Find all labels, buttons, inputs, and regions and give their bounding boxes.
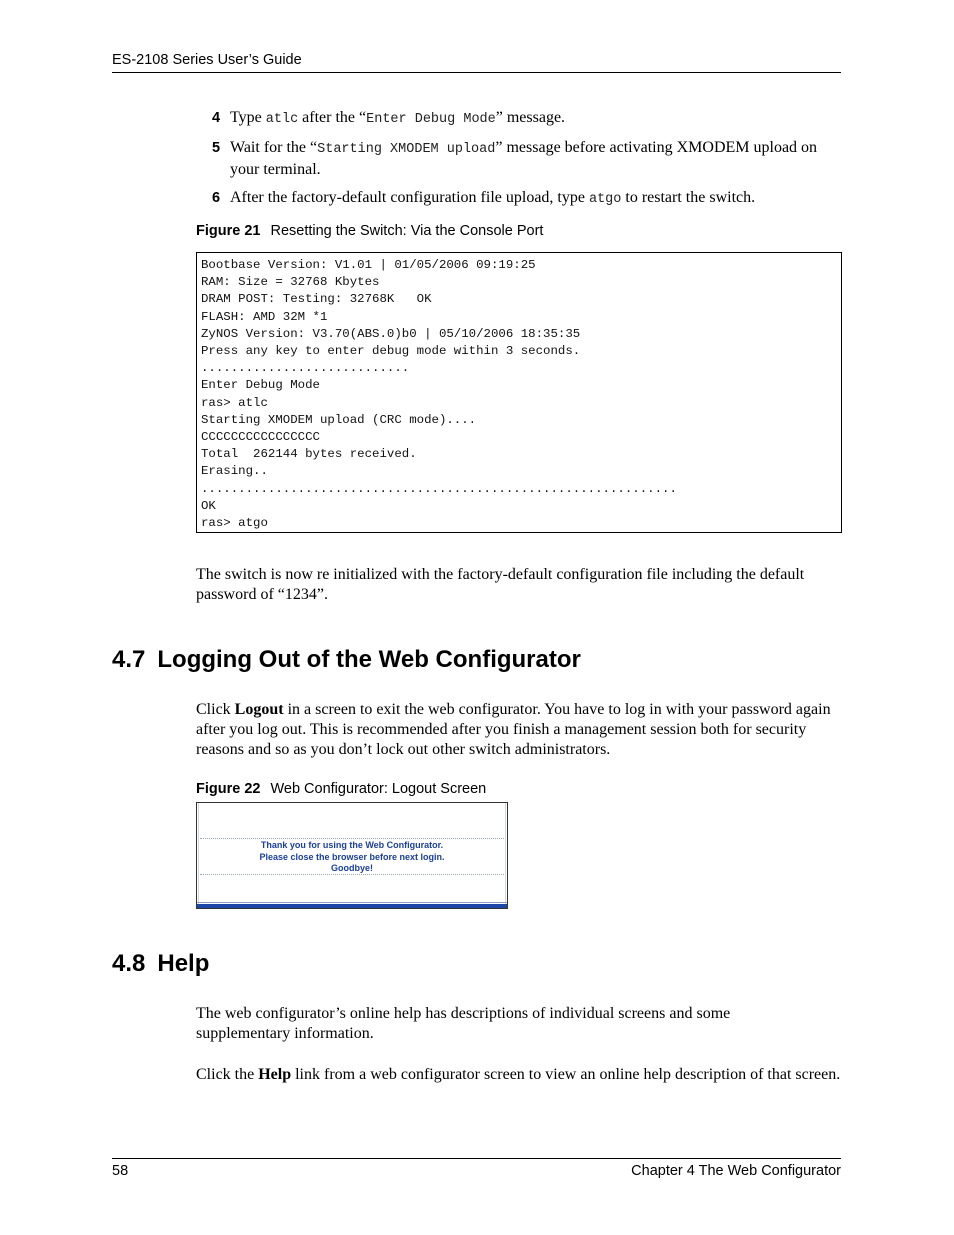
figure-title: Resetting the Switch: Via the Console Port: [270, 223, 544, 239]
step-number: 6: [212, 190, 221, 206]
console-line: CCCCCCCCCCCCCCCC: [201, 430, 320, 445]
step-4: [212, 108, 566, 128]
console-line: ZyNOS Version: V3.70(ABS.0)b0 | 05/10/2006 18:35:35: [201, 326, 581, 341]
section-heading-4-7: [112, 646, 581, 674]
ui-term-help: Help: [258, 1066, 292, 1083]
ui-term-logout: Logout: [234, 701, 284, 718]
page-footer: [112, 1158, 841, 1179]
figure-title: Web Configurator: Logout Screen: [270, 781, 487, 797]
console-line: ................................................................: [201, 481, 677, 496]
console-line: RAM: Size = 32768 Kbytes: [201, 275, 380, 290]
console-line: Enter Debug Mode: [201, 378, 320, 393]
chapter-title: Chapter 4 The Web Configurator: [631, 1163, 841, 1179]
figure-label: Figure 21: [196, 223, 261, 239]
message-text: Enter Debug Mode: [366, 112, 496, 127]
page-number: 58: [112, 1163, 129, 1179]
console-line: DRAM POST: Testing: 32768K OK: [201, 292, 432, 307]
step-number: 5: [212, 140, 221, 156]
command-text: atgo: [588, 192, 622, 207]
console-line: Press any key to enter debug mode within 3 seconds.: [201, 344, 581, 359]
logout-message-line: Please close the browser before next login.: [259, 851, 445, 862]
paragraph-text: in a screen to exit the web configurator. You have to log in with your password again after you log out. This is recommended after you finish a management session both for security reasons and so as you don’t lock out other switch administrators.: [196, 701, 831, 758]
bottom-bar: [197, 904, 507, 908]
step-text: after the “: [298, 109, 367, 126]
section-heading-4-8: [112, 950, 209, 978]
paragraph-help-2: [196, 1065, 842, 1085]
step-6: [212, 188, 756, 208]
logout-message: [197, 840, 507, 875]
logout-message-line: Thank you for using the Web Configurator.: [260, 840, 444, 850]
step-text: After the factory-default configuration file upload, type: [230, 189, 589, 206]
console-line: Erasing..: [201, 464, 268, 479]
console-output-box: [196, 252, 842, 533]
paragraph-text: link from a web configurator screen to view an online help description of that screen.: [291, 1066, 841, 1083]
figure-label: Figure 22: [196, 781, 261, 797]
step-text: Type: [230, 109, 266, 126]
console-line: ............................: [201, 361, 410, 376]
step-5: [212, 138, 818, 178]
section-number: 4.8: [112, 950, 146, 977]
step-text: to restart the switch.: [621, 189, 756, 206]
paragraph-logout: [196, 700, 842, 760]
logout-message-line: Goodbye!: [331, 863, 373, 873]
console-line: Total 262144 bytes received.: [201, 447, 417, 462]
figure-caption: [196, 223, 543, 239]
console-line: Bootbase Version: V1.01 | 01/05/2006 09:19:25: [201, 258, 536, 272]
paragraph-text: Click the: [196, 1066, 259, 1083]
bottom-bar-highlight: [197, 902, 507, 903]
header-title: ES-2108 Series User’s Guide: [112, 52, 302, 68]
step-number: 4: [212, 110, 221, 126]
console-line: FLASH: AMD 32M *1: [201, 309, 328, 324]
console-line: ras> atgo: [201, 516, 268, 531]
divider: [200, 874, 504, 875]
logout-screen-image: [196, 802, 508, 909]
message-text: Starting XMODEM upload: [317, 142, 496, 157]
step-text: ” message before activating XMODEM upload on your terminal.: [230, 139, 818, 178]
paragraph-text: Click: [196, 701, 235, 718]
page-header: [112, 52, 841, 73]
paragraph-reinit: The switch is now re initialized with the factory-default configuration file including the default password of “1234”.: [196, 566, 805, 603]
divider: [200, 838, 504, 839]
section-number: 4.7: [112, 646, 146, 673]
console-line: Starting XMODEM upload (CRC mode)....: [201, 412, 477, 427]
section-title: Help: [157, 950, 210, 977]
section-title: Logging Out of the Web Configurator: [157, 646, 581, 673]
figure-caption: [196, 781, 486, 797]
step-text: Wait for the “: [230, 139, 318, 156]
paragraph-help-1: The web configurator’s online help has descriptions of individual screens and some supplementary information.: [196, 1005, 731, 1042]
console-line: OK: [201, 498, 216, 513]
console-line: ras> atlc: [201, 395, 268, 410]
command-text: atlc: [265, 112, 299, 127]
step-text: ” message.: [495, 109, 566, 126]
